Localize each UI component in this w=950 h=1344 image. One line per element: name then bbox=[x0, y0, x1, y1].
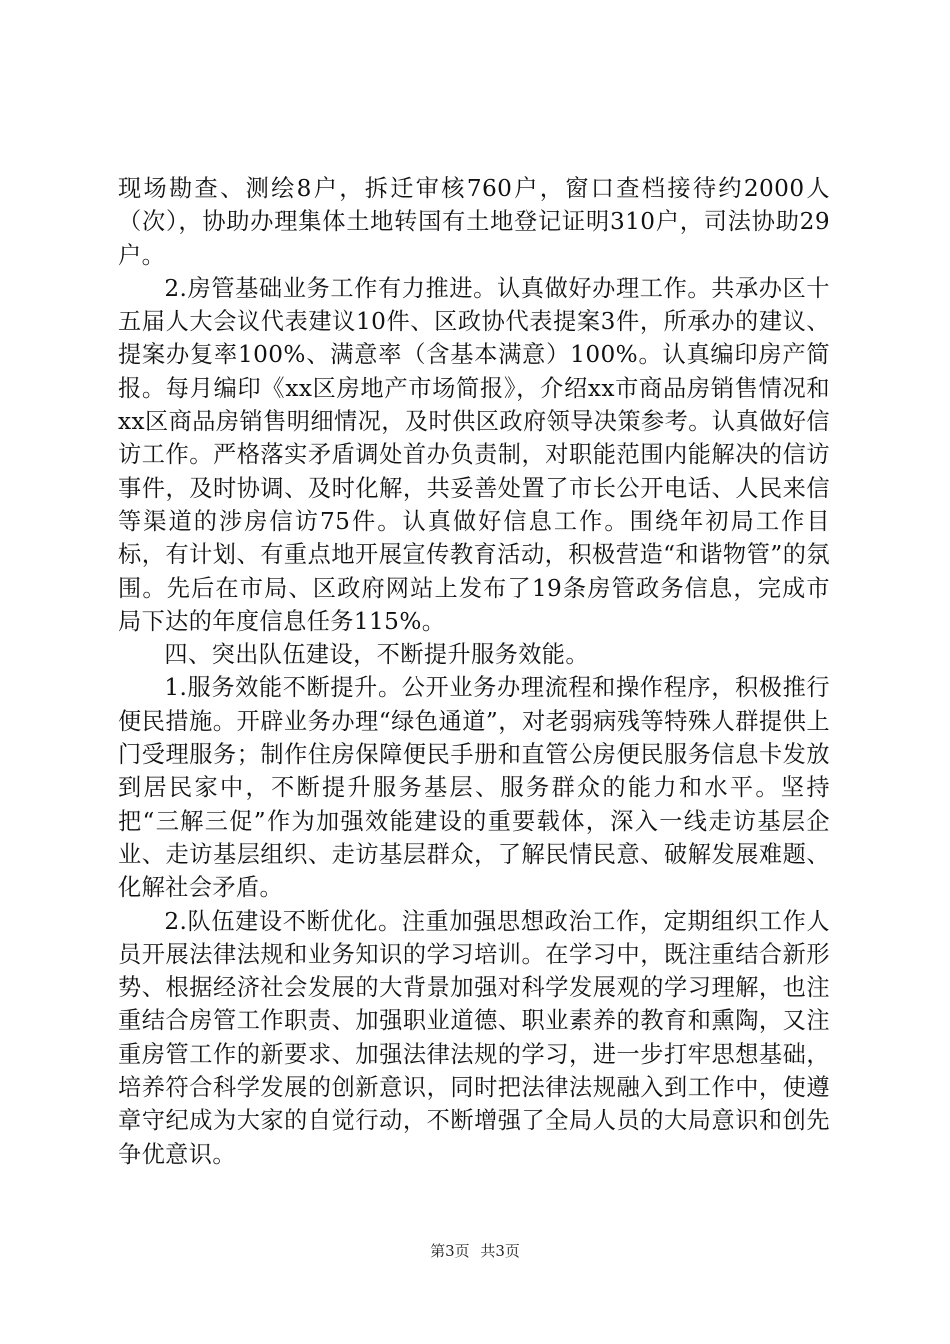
paragraph-team-optimization: 2.队伍建设不断优化。注重加强思想政治工作，定期组织工作人员开展法律法规和业务知识的学习培训。在学习中，既注重结合新形势、根据经济社会发展的大背景加强对科学发展观的学习理解，也注重结合房管工作职责、加强职业道德、职业素养的教育和熏陶，又注重房管工作的新要求、加强法律法规的学习，进一步打牢思想基础，培养符合科学发展的创新意识，同时把法律法规融入到工作中，使遵章守纪成为大家的自觉行动，不断增强了全局人员的大局意识和创先争优意识。 bbox=[118, 907, 830, 1168]
page-total: 共3页 bbox=[480, 1242, 520, 1260]
document-body bbox=[118, 172, 830, 1171]
section-heading-team-building: 四、突出队伍建设，不断提升服务效能。 bbox=[164, 641, 589, 669]
paragraph-continuation: 现场勘查、测绘8户，拆迁审核760户，窗口查档接待约2000人（次），协助办理集体土地转国有土地登记证明310户，司法协助29户。 bbox=[118, 175, 830, 269]
paragraph-service-efficiency: 1.服务效能不断提升。公开业务办理流程和操作程序，积极推行便民措施。开辟业务办理“绿色通道”，对老弱病残等特殊人群提供上门受理服务；制作住房保障便民手册和直管公房便民服务信息卡发放到居民家中，不断提升服务基层、服务群众的能力和水平。坚持把“三解三促”作为加强效能建设的重要载体，深入一线走访基层企业、走访基层组织、走访基层群众，了解民情民意、破解发展难题、化解社会矛盾。 bbox=[118, 674, 830, 902]
paragraph-housing-basic-work: 2.房管基础业务工作有力推进。认真做好办理工作。共承办区十五届人大会议代表建议10件、区政协代表提案3件，所承办的建议、提案办复率100%、满意率（含基本满意）100%。认真编印房产简报。每月编印《xx区房地产市场简报》，介绍xx市商品房销售情况和xx区商品房销售明细情况，及时供区政府领导决策参考。认真做好信访工作。严格落实矛盾调处首办负责制，对职能范围内能解决的信访事件，及时协调、及时化解，共妥善处置了市长公开电话、人民来信等渠道的涉房信访75件。认真做好信息工作。围绕年初局工作目标，有计划、有重点地开展宣传教育活动，积极营造“和谐物管”的氛围。先后在市局、区政府网站上发布了19条房管政务信息，完成市局下达的年度信息任务115%。 bbox=[118, 274, 830, 635]
page-footer bbox=[0, 1240, 950, 1261]
page-number: 第3页 bbox=[430, 1242, 470, 1260]
